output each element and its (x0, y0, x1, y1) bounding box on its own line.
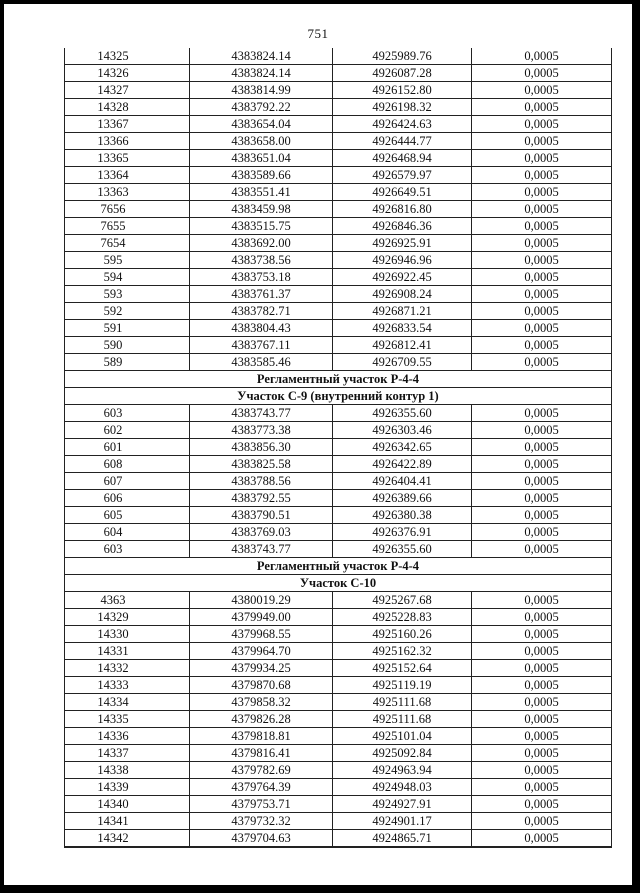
accuracy-cell: 0,0005 (524, 338, 559, 352)
table-row (65, 473, 611, 490)
point-number-cell (65, 354, 190, 370)
x-coordinate-cell: 4380019.29 (190, 592, 333, 608)
table-row (65, 626, 611, 643)
point-number-text: 14338 (97, 763, 129, 777)
y-coordinate-cell: 4926198.32 (333, 99, 472, 115)
accuracy-cell: 0,0005 (524, 66, 559, 80)
accuracy-cell: 0,0005 (524, 763, 559, 777)
table-row (65, 507, 611, 524)
x-coordinate-cell: 4383792.55 (190, 490, 333, 506)
accuracy-cell: 0,0005 (524, 831, 559, 845)
table-row (65, 65, 611, 82)
point-number-cell (65, 694, 190, 710)
point-number-cell (65, 711, 190, 727)
point-number-cell (65, 184, 190, 200)
point-number-cell (65, 269, 190, 285)
point-number-text: 603 (103, 406, 123, 420)
point-number-cell (65, 473, 190, 489)
point-number-cell (65, 133, 190, 149)
point-number-text: 604 (103, 525, 123, 539)
table-row (65, 711, 611, 728)
table-row (65, 609, 611, 626)
y-coordinate-cell: 4926376.91 (333, 524, 472, 540)
x-coordinate-cell: 4383658.00 (190, 133, 333, 149)
table-row (65, 201, 611, 218)
table-row (65, 354, 611, 371)
point-number-text: 594 (103, 270, 123, 284)
x-coordinate-cell: 4379870.68 (190, 677, 333, 693)
point-number-text: 14340 (97, 797, 129, 811)
x-coordinate-cell: 4383459.98 (190, 201, 333, 217)
x-coordinate-cell: 4383773.38 (190, 422, 333, 438)
point-number-text: 592 (103, 304, 123, 318)
y-coordinate-cell: 4925111.68 (333, 694, 472, 710)
x-coordinate-cell: 4379968.55 (190, 626, 333, 642)
point-number-text: 603 (103, 542, 123, 556)
x-coordinate-cell: 4383792.22 (190, 99, 333, 115)
point-number-text: 14341 (97, 814, 129, 828)
section-header: Регламентный участок Р-4-4 (65, 558, 611, 575)
y-coordinate-cell: 4926812.41 (333, 337, 472, 353)
point-number-text: 601 (103, 440, 123, 454)
accuracy-cell: 0,0005 (524, 661, 559, 675)
y-coordinate-cell: 4926709.55 (333, 354, 472, 370)
y-coordinate-cell: 4925267.68 (333, 592, 472, 608)
table-row (65, 218, 611, 235)
point-number-cell (65, 643, 190, 659)
y-coordinate-cell: 4926422.89 (333, 456, 472, 472)
point-number-text: 14331 (97, 644, 129, 658)
point-number-cell (65, 762, 190, 778)
point-number-text: 607 (103, 474, 123, 488)
point-number-cell (65, 830, 190, 846)
subsection-header: Участок С-10 (65, 575, 611, 592)
point-number-cell (65, 592, 190, 608)
accuracy-cell: 0,0005 (524, 168, 559, 182)
point-number-cell (65, 541, 190, 557)
table-row (65, 694, 611, 711)
accuracy-cell: 0,0005 (524, 236, 559, 250)
point-number-text: 13366 (97, 134, 129, 148)
point-number-text: 14327 (97, 83, 129, 97)
accuracy-cell: 0,0005 (524, 644, 559, 658)
point-number-text: 14335 (97, 712, 129, 726)
y-coordinate-cell: 4924963.94 (333, 762, 472, 778)
table-row (65, 762, 611, 779)
table-row (65, 677, 611, 694)
point-number-text: 14332 (97, 661, 129, 675)
table-row (65, 541, 611, 558)
accuracy-cell: 0,0005 (524, 780, 559, 794)
table-row (65, 592, 611, 609)
x-coordinate-cell: 4379858.32 (190, 694, 333, 710)
x-coordinate-cell: 4383767.11 (190, 337, 333, 353)
table-row (65, 405, 611, 422)
table-row (65, 252, 611, 269)
y-coordinate-cell: 4926404.41 (333, 473, 472, 489)
point-number-text: 14337 (97, 746, 129, 760)
y-coordinate-cell: 4925228.83 (333, 609, 472, 625)
accuracy-cell: 0,0005 (524, 253, 559, 267)
accuracy-cell: 0,0005 (524, 287, 559, 301)
y-coordinate-cell: 4926342.65 (333, 439, 472, 455)
table-row (65, 779, 611, 796)
x-coordinate-cell: 4383654.04 (190, 116, 333, 132)
accuracy-cell: 0,0005 (524, 729, 559, 743)
point-number-cell (65, 456, 190, 472)
point-number-text: 608 (103, 457, 123, 471)
x-coordinate-cell: 4383824.14 (190, 48, 333, 64)
x-coordinate-cell: 4379764.39 (190, 779, 333, 795)
accuracy-cell: 0,0005 (524, 593, 559, 607)
y-coordinate-cell: 4925092.84 (333, 745, 472, 761)
x-coordinate-cell: 4379704.63 (190, 830, 333, 846)
point-number-cell (65, 65, 190, 81)
y-coordinate-cell: 4926579.97 (333, 167, 472, 183)
y-coordinate-cell: 4925160.26 (333, 626, 472, 642)
y-coordinate-cell: 4925101.04 (333, 728, 472, 744)
point-number-cell (65, 779, 190, 795)
point-number-cell (65, 303, 190, 319)
point-number-text: 14336 (97, 729, 129, 743)
section-header: Регламентный участок Р-4-4 (65, 371, 611, 388)
point-number-text: 14333 (97, 678, 129, 692)
accuracy-cell: 0,0005 (524, 525, 559, 539)
table-row (65, 48, 611, 65)
y-coordinate-cell: 4926922.45 (333, 269, 472, 285)
y-coordinate-cell: 4926389.66 (333, 490, 472, 506)
point-number-cell (65, 48, 190, 64)
y-coordinate-cell: 4924948.03 (333, 779, 472, 795)
y-coordinate-cell: 4926087.28 (333, 65, 472, 81)
y-coordinate-cell: 4924927.91 (333, 796, 472, 812)
point-number-text: 13363 (97, 185, 129, 199)
x-coordinate-cell: 4383782.71 (190, 303, 333, 319)
table-row (65, 745, 611, 762)
accuracy-cell: 0,0005 (524, 712, 559, 726)
accuracy-cell: 0,0005 (524, 134, 559, 148)
x-coordinate-cell: 4379816.41 (190, 745, 333, 761)
accuracy-cell: 0,0005 (524, 83, 559, 97)
x-coordinate-cell: 4383753.18 (190, 269, 333, 285)
table-row (65, 830, 611, 847)
table-row (65, 728, 611, 745)
point-number-cell (65, 167, 190, 183)
y-coordinate-cell: 4926833.54 (333, 320, 472, 336)
point-number-text: 605 (103, 508, 123, 522)
point-number-text: 590 (103, 338, 123, 352)
x-coordinate-cell: 4379826.28 (190, 711, 333, 727)
accuracy-cell: 0,0005 (524, 814, 559, 828)
point-number-cell (65, 728, 190, 744)
accuracy-cell: 0,0005 (524, 355, 559, 369)
table-row (65, 303, 611, 320)
x-coordinate-cell: 4383788.56 (190, 473, 333, 489)
point-number-text: 14325 (97, 49, 129, 63)
table-row (65, 439, 611, 456)
table-row (65, 150, 611, 167)
x-coordinate-cell: 4383790.51 (190, 507, 333, 523)
point-number-cell (65, 626, 190, 642)
point-number-text: 14326 (97, 66, 129, 80)
table-row (65, 660, 611, 677)
accuracy-cell: 0,0005 (524, 457, 559, 471)
y-coordinate-cell: 4924865.71 (333, 830, 472, 846)
table-row (65, 422, 611, 439)
accuracy-cell: 0,0005 (524, 304, 559, 318)
accuracy-cell: 0,0005 (524, 219, 559, 233)
x-coordinate-cell: 4383743.77 (190, 541, 333, 557)
x-coordinate-cell: 4383824.14 (190, 65, 333, 81)
y-coordinate-cell: 4926355.60 (333, 405, 472, 421)
point-number-cell (65, 99, 190, 115)
y-coordinate-cell: 4926871.21 (333, 303, 472, 319)
point-number-cell (65, 813, 190, 829)
y-coordinate-cell: 4926846.36 (333, 218, 472, 234)
document-page (4, 4, 632, 885)
point-number-text: 593 (103, 287, 123, 301)
x-coordinate-cell: 4383856.30 (190, 439, 333, 455)
point-number-cell (65, 320, 190, 336)
table-row (65, 643, 611, 660)
point-number-text: 14330 (97, 627, 129, 641)
point-number-text: 595 (103, 253, 123, 267)
table-row (65, 456, 611, 473)
accuracy-cell: 0,0005 (524, 151, 559, 165)
point-number-text: 14339 (97, 780, 129, 794)
point-number-text: 13367 (97, 117, 129, 131)
x-coordinate-cell: 4379818.81 (190, 728, 333, 744)
y-coordinate-cell: 4926946.96 (333, 252, 472, 268)
point-number-cell (65, 218, 190, 234)
table-row (65, 133, 611, 150)
point-number-cell (65, 439, 190, 455)
x-coordinate-cell: 4379964.70 (190, 643, 333, 659)
point-number-cell (65, 745, 190, 761)
accuracy-cell: 0,0005 (524, 627, 559, 641)
accuracy-cell: 0,0005 (524, 440, 559, 454)
point-number-cell (65, 116, 190, 132)
point-number-text: 14334 (97, 695, 129, 709)
x-coordinate-cell: 4383515.75 (190, 218, 333, 234)
x-coordinate-cell: 4383551.41 (190, 184, 333, 200)
accuracy-cell: 0,0005 (524, 117, 559, 131)
table-row (65, 184, 611, 201)
y-coordinate-cell: 4926152.80 (333, 82, 472, 98)
x-coordinate-cell: 4383814.99 (190, 82, 333, 98)
x-coordinate-cell: 4383804.43 (190, 320, 333, 336)
point-number-cell (65, 405, 190, 421)
accuracy-cell: 0,0005 (524, 100, 559, 114)
x-coordinate-cell: 4383743.77 (190, 405, 333, 421)
y-coordinate-cell: 4926468.94 (333, 150, 472, 166)
point-number-text: 14328 (97, 100, 129, 114)
y-coordinate-cell: 4925152.64 (333, 660, 472, 676)
page-number: 751 (307, 26, 329, 41)
x-coordinate-cell: 4383692.00 (190, 235, 333, 251)
table-row (65, 490, 611, 507)
point-number-text: 606 (103, 491, 123, 505)
y-coordinate-cell: 4926649.51 (333, 184, 472, 200)
accuracy-cell: 0,0005 (524, 321, 559, 335)
x-coordinate-cell: 4379949.00 (190, 609, 333, 625)
y-coordinate-cell: 4926908.24 (333, 286, 472, 302)
point-number-text: 13365 (97, 151, 129, 165)
y-coordinate-cell: 4926355.60 (333, 541, 472, 557)
point-number-cell (65, 286, 190, 302)
point-number-text: 7656 (100, 202, 126, 216)
y-coordinate-cell: 4926380.38 (333, 507, 472, 523)
y-coordinate-cell: 4924901.17 (333, 813, 472, 829)
table-row (65, 235, 611, 252)
table-row (65, 320, 611, 337)
point-number-cell (65, 490, 190, 506)
y-coordinate-cell: 4925119.19 (333, 677, 472, 693)
point-number-cell (65, 150, 190, 166)
table-row (65, 82, 611, 99)
table-row (65, 99, 611, 116)
y-coordinate-cell: 4925989.76 (333, 48, 472, 64)
accuracy-cell: 0,0005 (524, 202, 559, 216)
coordinates-table (64, 48, 612, 848)
accuracy-cell: 0,0005 (524, 185, 559, 199)
y-coordinate-cell: 4926303.46 (333, 422, 472, 438)
table-row (65, 524, 611, 541)
point-number-cell (65, 524, 190, 540)
y-coordinate-cell: 4925162.32 (333, 643, 472, 659)
subsection-header: Участок С-9 (внутренний контур 1) (65, 388, 611, 405)
point-number-cell (65, 660, 190, 676)
accuracy-cell: 0,0005 (524, 491, 559, 505)
accuracy-cell: 0,0005 (524, 797, 559, 811)
point-number-cell (65, 609, 190, 625)
point-number-text: 589 (103, 355, 123, 369)
accuracy-cell: 0,0005 (524, 423, 559, 437)
x-coordinate-cell: 4383589.66 (190, 167, 333, 183)
point-number-text: 14342 (97, 831, 129, 845)
accuracy-cell: 0,0005 (524, 474, 559, 488)
table-row (65, 286, 611, 303)
x-coordinate-cell: 4379732.32 (190, 813, 333, 829)
y-coordinate-cell: 4926444.77 (333, 133, 472, 149)
y-coordinate-cell: 4926424.63 (333, 116, 472, 132)
table-row (65, 813, 611, 830)
point-number-text: 591 (103, 321, 123, 335)
accuracy-cell: 0,0005 (524, 678, 559, 692)
accuracy-cell: 0,0005 (524, 542, 559, 556)
table-row (65, 269, 611, 286)
accuracy-cell: 0,0005 (524, 270, 559, 284)
point-number-cell (65, 252, 190, 268)
point-number-text: 602 (103, 423, 123, 437)
x-coordinate-cell: 4383585.46 (190, 354, 333, 370)
accuracy-cell: 0,0005 (524, 49, 559, 63)
point-number-cell (65, 507, 190, 523)
point-number-text: 4363 (100, 593, 126, 607)
x-coordinate-cell: 4383825.58 (190, 456, 333, 472)
y-coordinate-cell: 4926925.91 (333, 235, 472, 251)
table-row (65, 796, 611, 813)
point-number-cell (65, 82, 190, 98)
x-coordinate-cell: 4383769.03 (190, 524, 333, 540)
x-coordinate-cell: 4379782.69 (190, 762, 333, 778)
accuracy-cell: 0,0005 (524, 508, 559, 522)
accuracy-cell: 0,0005 (524, 746, 559, 760)
accuracy-cell: 0,0005 (524, 610, 559, 624)
x-coordinate-cell: 4383761.37 (190, 286, 333, 302)
accuracy-cell: 0,0005 (524, 695, 559, 709)
x-coordinate-cell: 4379753.71 (190, 796, 333, 812)
point-number-text: 13364 (97, 168, 129, 182)
table-row (65, 116, 611, 133)
x-coordinate-cell: 4379934.25 (190, 660, 333, 676)
x-coordinate-cell: 4383651.04 (190, 150, 333, 166)
y-coordinate-cell: 4925111.68 (333, 711, 472, 727)
point-number-cell (65, 796, 190, 812)
point-number-text: 7654 (100, 236, 126, 250)
x-coordinate-cell: 4383738.56 (190, 252, 333, 268)
table-row (65, 337, 611, 354)
table-row (65, 167, 611, 184)
accuracy-cell: 0,0005 (524, 406, 559, 420)
point-number-cell (65, 677, 190, 693)
point-number-cell (65, 337, 190, 353)
y-coordinate-cell: 4926816.80 (333, 201, 472, 217)
point-number-text: 14329 (97, 610, 129, 624)
point-number-cell (65, 422, 190, 438)
point-number-cell (65, 201, 190, 217)
point-number-cell (65, 235, 190, 251)
point-number-text: 7655 (100, 219, 126, 233)
